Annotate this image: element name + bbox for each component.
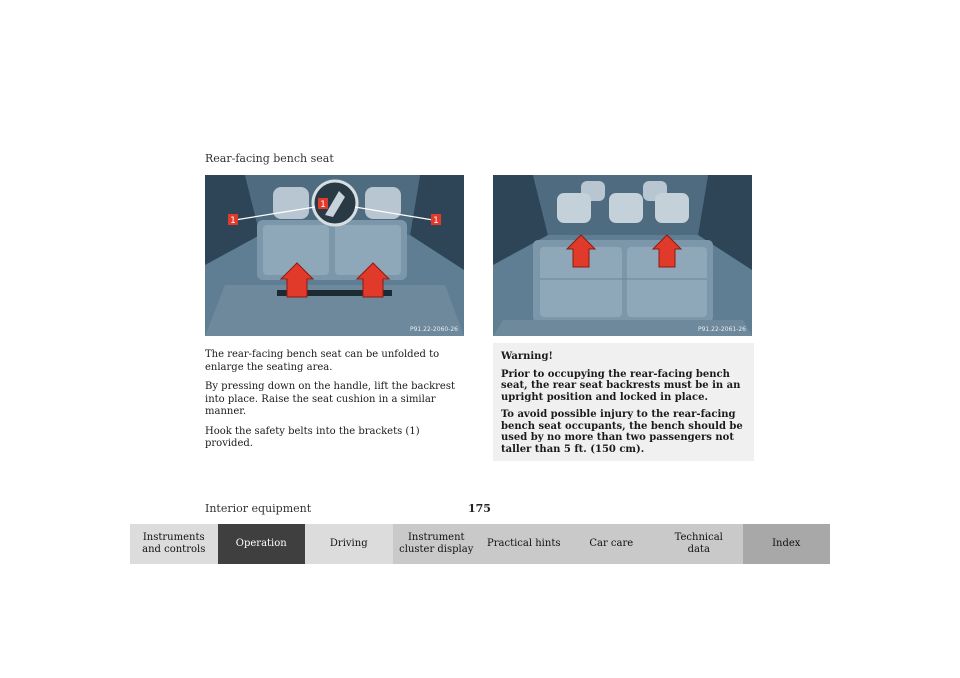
instruction-paragraph-1: The rear-facing bench seat can be unfolded to enlarge the seating area.: [205, 349, 440, 373]
warning-title: Warning!: [501, 351, 553, 362]
figure-code-right: P91.22-2061-26: [697, 326, 746, 333]
tab-practical-hints[interactable]: [480, 524, 568, 564]
tab-label: Instruments and controls: [142, 532, 206, 555]
tab-label: Driving: [329, 538, 368, 549]
warning-box: [493, 343, 754, 461]
instructions-text: [205, 349, 467, 458]
instruction-paragraph-3: Hook the safety belts into the brackets (1) provided.: [205, 425, 420, 449]
callout-1-center: 1: [320, 200, 326, 210]
callout-1-left: 1: [230, 216, 236, 226]
tab-technical-data[interactable]: [655, 524, 743, 564]
instruction-paragraph-2: By pressing down on the handle, lift the backrest into place. Raise the seat cushion in a similar manner.: [205, 381, 455, 417]
bench-seat-illustration-unfolded: [493, 175, 752, 336]
tab-driving[interactable]: [305, 524, 393, 564]
tab-operation[interactable]: [218, 524, 306, 564]
warning-paragraph-1: Prior to occupying the rear-facing bench seat, the rear seat backrests must be in an upright position and locked in place.: [501, 368, 741, 403]
illustration-right-svg: [493, 175, 752, 336]
chapter-navigation: [130, 524, 830, 564]
tab-label: Car care: [589, 538, 634, 549]
warning-paragraph-2: To avoid possible injury to the rear-facing bench seat occupants, the bench should be used by no more than two passengers not taller than 5 ft. (150 cm).: [501, 409, 743, 455]
tab-label: Technical data: [674, 532, 723, 555]
tab-car-care[interactable]: [568, 524, 656, 564]
illustration-left-svg: [205, 175, 464, 336]
section-title: Rear-facing bench seat: [205, 152, 334, 165]
tab-label: Index: [772, 538, 801, 549]
callout-1-right: 1: [433, 216, 439, 226]
tab-label: Practical hints: [487, 538, 561, 549]
figure-code-left: P91.22-2060-26: [409, 326, 458, 333]
footer-section-title: Interior equipment: [205, 502, 312, 515]
tab-instruments-and-controls[interactable]: [130, 524, 218, 564]
page-number: 175: [468, 502, 491, 515]
tab-label: Operation: [235, 538, 287, 549]
tab-label: Instrument cluster display: [399, 532, 474, 555]
tab-instrument-cluster-display[interactable]: [393, 524, 481, 564]
bench-seat-illustration-folded: [205, 175, 464, 336]
tab-index[interactable]: [743, 524, 831, 564]
